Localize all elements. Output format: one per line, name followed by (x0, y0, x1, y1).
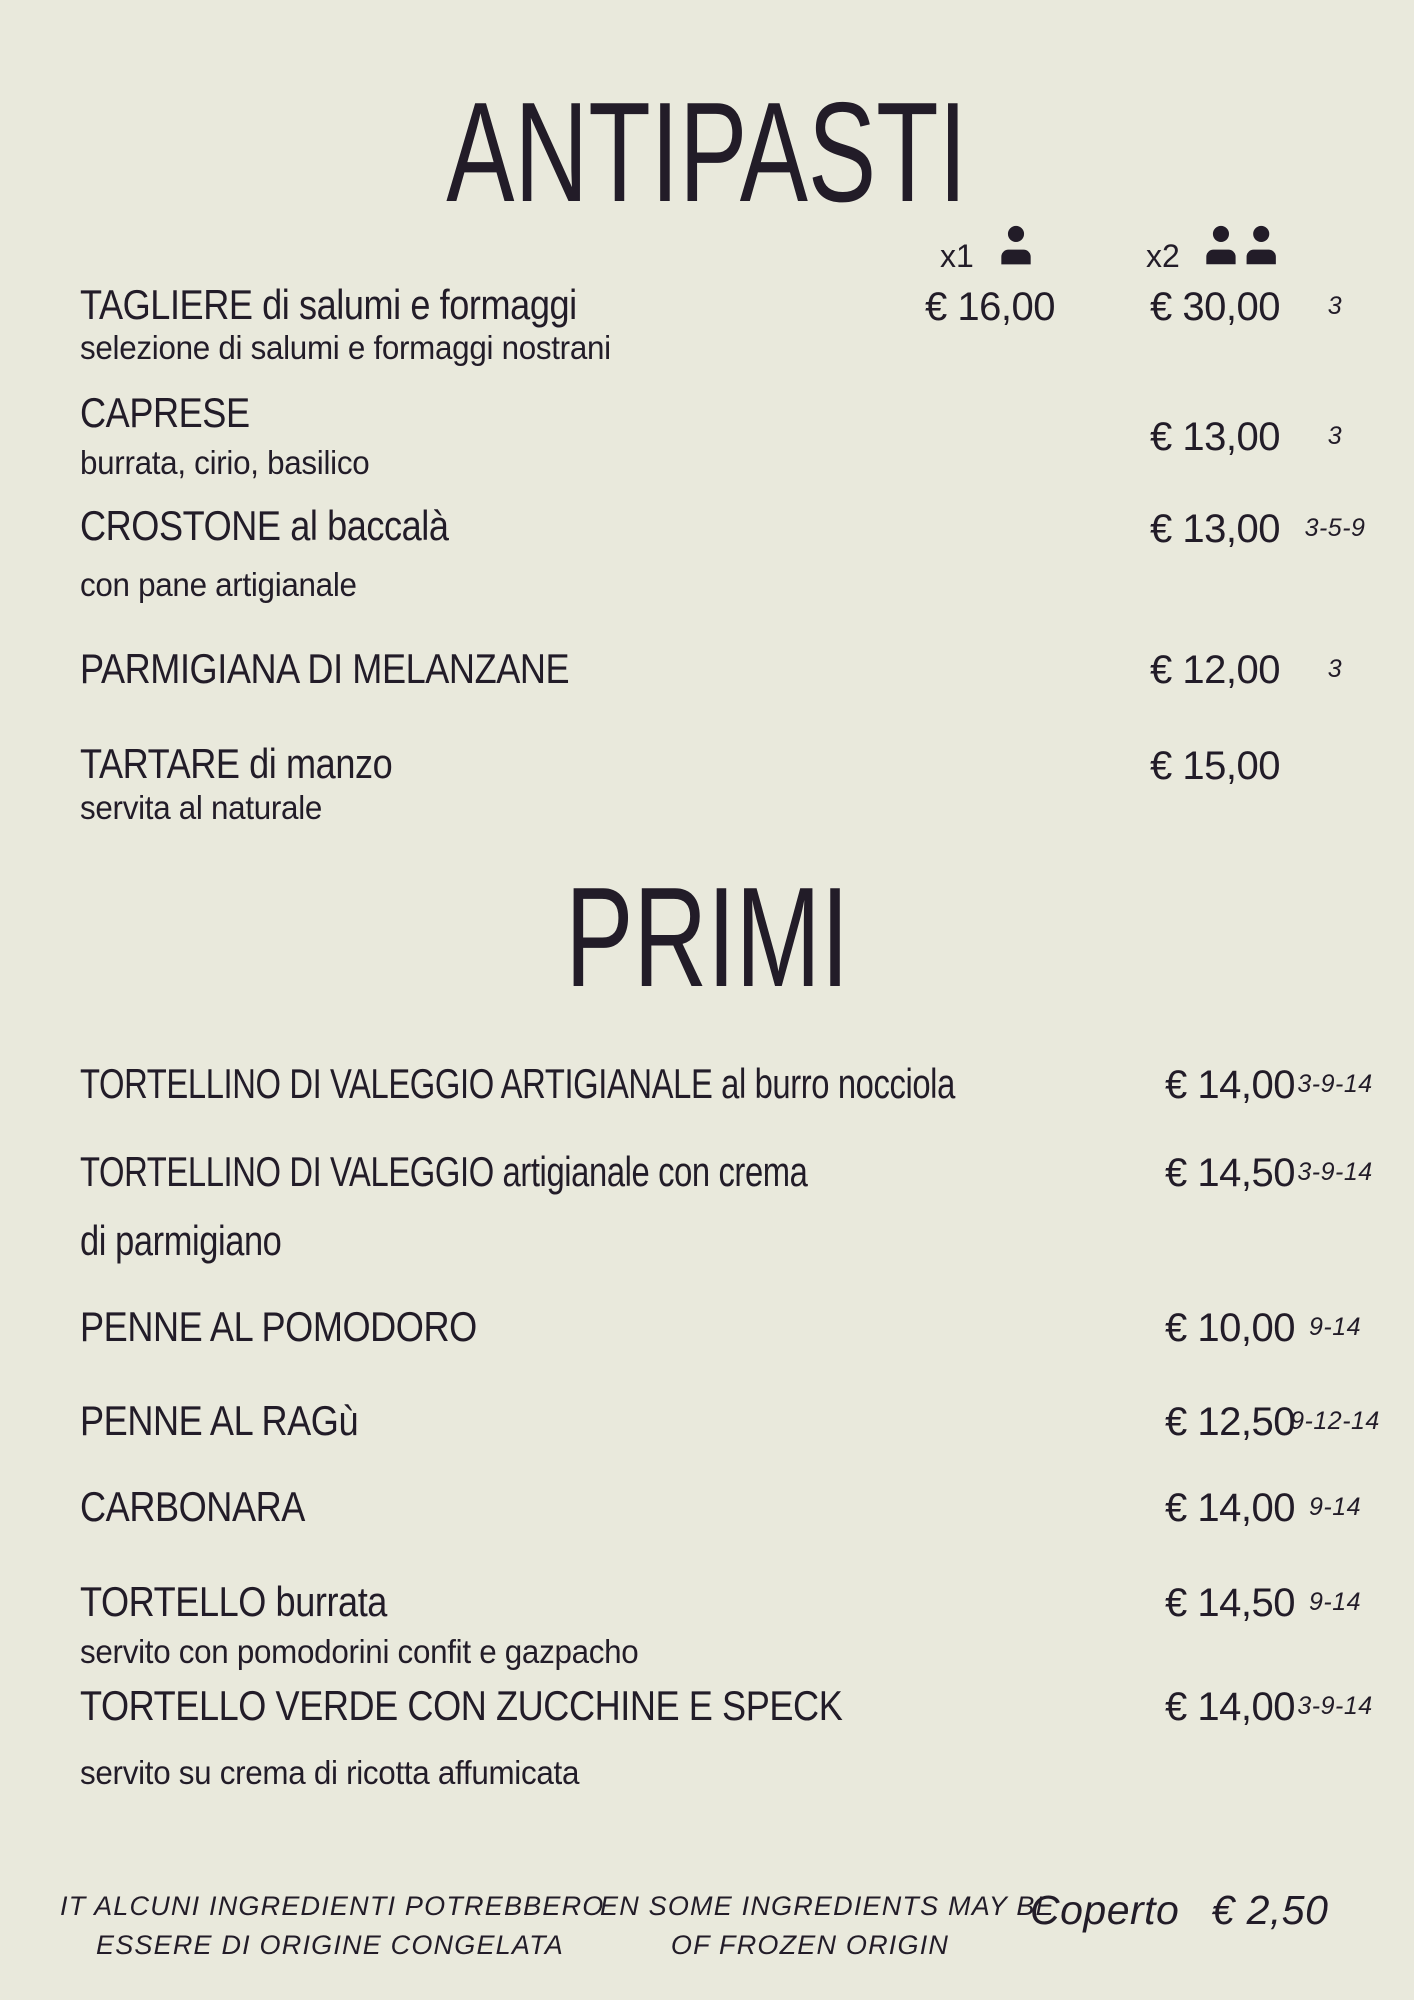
item-price-x2: € 30,00 (1150, 285, 1280, 329)
footer-note-en-line2: OF FROZEN ORIGIN (670, 1930, 950, 1960)
footer-note-en-line1: EN SOME INGREDIENTS MAY BE (600, 1891, 1055, 1921)
two-persons-icon (1199, 224, 1285, 268)
allergen-codes: 3-5-9 (1304, 514, 1366, 542)
allergen-codes: 3-9-14 (1297, 1070, 1373, 1098)
item-price-x2: € 12,00 (1150, 648, 1280, 692)
item-name: TORTELLO burrata (80, 1578, 387, 1625)
item-price-x2: € 13,00 (1150, 507, 1280, 551)
section-title-text: ANTIPASTI (446, 73, 968, 232)
item-price: € 14,00 (1165, 1063, 1295, 1107)
item-price: € 14,00 (1165, 1685, 1295, 1729)
allergen-codes: 3-9-14 (1297, 1692, 1373, 1720)
item-desc: servito con pomodorini confit e gazpacho (80, 1633, 639, 1670)
item-name: PENNE AL RAGù (80, 1397, 359, 1444)
item-name: TORTELLINO DI VALEGGIO artigianale con crema (80, 1148, 808, 1195)
allergen-codes: 9-14 (1308, 1313, 1362, 1341)
allergen-codes: 3 (1327, 655, 1343, 683)
coperto-row (1030, 1887, 1329, 1933)
section-title-primi (0, 858, 1414, 1017)
item-desc: servita al naturale (80, 789, 323, 826)
item-price: € 10,00 (1165, 1306, 1295, 1350)
item-name: TARTARE di manzo (80, 740, 393, 787)
footer-note-it-line2: ESSERE DI ORIGINE CONGELATA (96, 1930, 564, 1960)
item-price: € 14,50 (1165, 1151, 1295, 1195)
footer-note-it-line1: IT ALCUNI INGREDIENTI POTREBBERO (60, 1891, 605, 1921)
allergen-codes: 3-9-14 (1297, 1158, 1373, 1186)
item-desc: selezione di salumi e formaggi nostrani (80, 329, 611, 366)
coperto-label: Coperto (1030, 1887, 1180, 1933)
item-name: CROSTONE al baccalà (80, 502, 449, 549)
item-name: CARBONARA (80, 1483, 305, 1530)
item-desc: burrata, cirio, basilico (80, 444, 370, 481)
allergen-codes: 3 (1327, 422, 1343, 450)
allergen-codes: 9-12-14 (1290, 1407, 1380, 1435)
person-icon (994, 224, 1038, 268)
item-price: € 14,50 (1165, 1581, 1295, 1625)
portion-x1-label: x1 (940, 238, 974, 274)
item-price-x2: € 15,00 (1150, 744, 1280, 788)
portion-x2-label: x2 (1146, 238, 1180, 274)
item-name: PENNE AL POMODORO (80, 1303, 477, 1350)
section-title-text: PRIMI (564, 858, 849, 1017)
item-desc: con pane artigianale (80, 566, 357, 603)
item-price: € 14,00 (1165, 1486, 1295, 1530)
section-title-antipasti (0, 73, 1414, 232)
allergen-codes: 9-14 (1308, 1588, 1362, 1616)
allergen-codes: 9-14 (1308, 1493, 1362, 1521)
allergen-codes: 3 (1327, 292, 1343, 320)
item-name: PARMIGIANA DI MELANZANE (80, 645, 570, 692)
item-price-x1: € 16,00 (925, 285, 1055, 329)
item-price: € 12,50 (1165, 1400, 1295, 1444)
item-name-line2: di parmigiano (80, 1217, 282, 1264)
item-name: TAGLIERE di salumi e formaggi (80, 281, 577, 328)
item-name: TORTELLO VERDE CON ZUCCHINE E SPECK (80, 1682, 843, 1729)
coperto-price: € 2,50 (1211, 1887, 1329, 1933)
item-name: CAPRESE (80, 389, 250, 436)
item-desc: servito su crema di ricotta affumicata (80, 1754, 580, 1791)
item-name: TORTELLINO DI VALEGGIO ARTIGIANALE al burro nocciola (80, 1060, 955, 1107)
item-price-x2: € 13,00 (1150, 415, 1280, 459)
